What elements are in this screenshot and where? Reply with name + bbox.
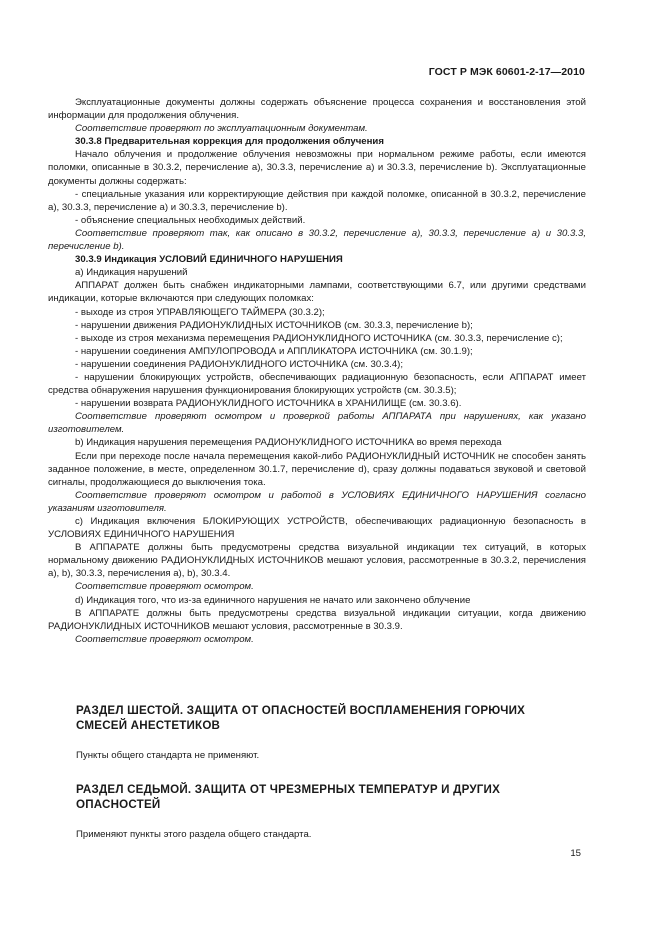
section-six-title: РАЗДЕЛ ШЕСТОЙ. ЗАЩИТА ОТ ОПАСНОСТЕЙ ВОСПЛАМЕНЕНИЯ ГОРЮЧИХ СМЕСЕЙ АНЕСТЕТИКОВ bbox=[76, 704, 526, 732]
section-seven-title: РАЗДЕЛ СЕДЬМОЙ. ЗАЩИТА ОТ ЧРЕЗМЕРНЫХ ТЕМПЕРАТУР И ДРУГИХ ОПАСНОСТЕЙ bbox=[76, 783, 501, 811]
list-item: - нарушении движения РАДИОНУКЛИДНЫХ ИСТОЧНИКОВ (см. 30.3.3, перечисление b); bbox=[75, 319, 473, 331]
subclause: а) Индикация нарушений bbox=[75, 267, 188, 279]
subclause: с) Индикация включения БЛОКИРУЮЩИХ УСТРОЙСТВ, обеспечивающих радиационную безопасность в УСЛОВИЯХ ЕДИНИЧНОГО НАРУШЕНИЯ bbox=[48, 516, 586, 541]
paragraph: Соответствие проверяют осмотром. bbox=[75, 581, 254, 593]
paragraph: Эксплуатационные документы должны содержать объяснение процесса сохранения и восстановления этой информации для продолжения облучения. bbox=[48, 97, 586, 122]
list-item: - объяснение специальных необходимых действий. bbox=[75, 214, 306, 226]
paragraph: Соответствие проверяют по эксплуатационным документам. bbox=[75, 123, 368, 135]
list-item: - специальные указания или корректирующие действия при каждой поломке, описанной в 30.3.2, перечисление а), 30.3.3, перечисление а) и 30.3.3, перечисление b). bbox=[48, 188, 586, 213]
section-six-text: Пункты общего стандарта не применяют. bbox=[76, 750, 260, 761]
paragraph: Соответствие проверяют осмотром и работой в УСЛОВИЯХ ЕДИНИЧНОГО НАРУШЕНИЯ согласно указаниям изготовителя. bbox=[48, 489, 586, 514]
list-item: - нарушении соединения РАДИОНУКЛИДНОГО ИСТОЧНИКА (см. 30.3.4); bbox=[75, 358, 404, 370]
paragraph: Соответствие проверяют осмотром и проверкой работы АППАРАТА при нарушениях, как указано изготовителем. bbox=[48, 411, 586, 436]
clause-heading: 30.3.9 Индикация УСЛОВИЙ ЕДИНИЧНОГО НАРУШЕНИЯ bbox=[75, 254, 343, 266]
list-item: - выходе из строя механизма перемещения РАДИОНУКЛИДНОГО ИСТОЧНИКА (см. 30.3.3, перечисление с); bbox=[75, 332, 563, 344]
list-item: - нарушении блокирующих устройств, обеспечивающих радиационную безопасность, если АППАРАТ имеет средства обнаружения нарушения функционирования блокирующих устройств (см. 30.3.5); bbox=[48, 371, 586, 397]
page-number: 15 bbox=[570, 848, 581, 859]
paragraph: В АППАРАТЕ должны быть предусмотрены средства визуальной индикации тех ситуаций, в которых нормальному движению РАДИОНУКЛИДНЫХ ИСТОЧНИКОВ мешают условия, рассмотренные в 30.3.2, перечисления а), b), 30.3.3, перечисления а), b), 30.3.4. bbox=[48, 542, 586, 580]
list-item: - нарушении возврата РАДИОНУКЛИДНОГО ИСТОЧНИКА в ХРАНИЛИЩЕ (см. 30.3.6). bbox=[75, 398, 462, 410]
main-text bbox=[48, 96, 586, 646]
paragraph: Соответствие проверяют так, как описано в 30.3.2, перечисление а), 30.3.3, перечисление а) и 30.3.3, перечисление b). bbox=[48, 227, 586, 253]
section-seven-text: Применяют пункты этого раздела общего стандарта. bbox=[76, 829, 312, 840]
list-item: - выходе из строя УПРАВЛЯЮЩЕГО ТАЙМЕРА (30.3.2); bbox=[75, 306, 325, 318]
paragraph: Начало облучения и продолжение облучения невозможны при нормальном режиме работы, если имеются поломки, описанные в 30.3.2, перечисление а), 30.3.3, перечисление а) и 30.3.3, перечисление b). Эксплуатационные документы должны содержать: bbox=[48, 149, 586, 187]
subclause: b) Индикация нарушения перемещения РАДИОНУКЛИДНОГО ИСТОЧНИКА во время перехода bbox=[75, 437, 502, 449]
paragraph: Если при переходе после начала перемещения какой-либо РАДИОНУКЛИДНЫЙ ИСТОЧНИК не способен занять заданное положение, в месте, определенном 30.1.7, перечисление d), сразу должны подаваться звуковой и световой сигналы, продолжающиеся до выключения тока. bbox=[48, 450, 586, 488]
subclause: d) Индикация того, что из-за единичного нарушения не начато или закончено облучение bbox=[75, 594, 471, 606]
document-header: ГОСТ Р МЭК 60601-2-17—2010 bbox=[428, 66, 585, 78]
clause-heading: 30.3.8 Предварительная коррекция для продолжения облучения bbox=[75, 136, 384, 148]
paragraph: В АППАРАТЕ должны быть предусмотрены средства визуальной индикации ситуации, когда движению РАДИОНУКЛИДНЫХ ИСТОЧНИКОВ мешают условия, рассмотренные в 30.3.9. bbox=[48, 607, 586, 632]
paragraph: Соответствие проверяют осмотром. bbox=[75, 633, 254, 645]
paragraph: АППАРАТ должен быть снабжен индикаторными лампами, соответствующими 6.7, или другими средствами индикации, которые включаются при следующих поломках: bbox=[48, 280, 586, 305]
list-item: - нарушении соединения АМПУЛОПРОВОДА и АППЛИКАТОРА ИСТОЧНИКА (см. 30.1.9); bbox=[75, 345, 473, 357]
